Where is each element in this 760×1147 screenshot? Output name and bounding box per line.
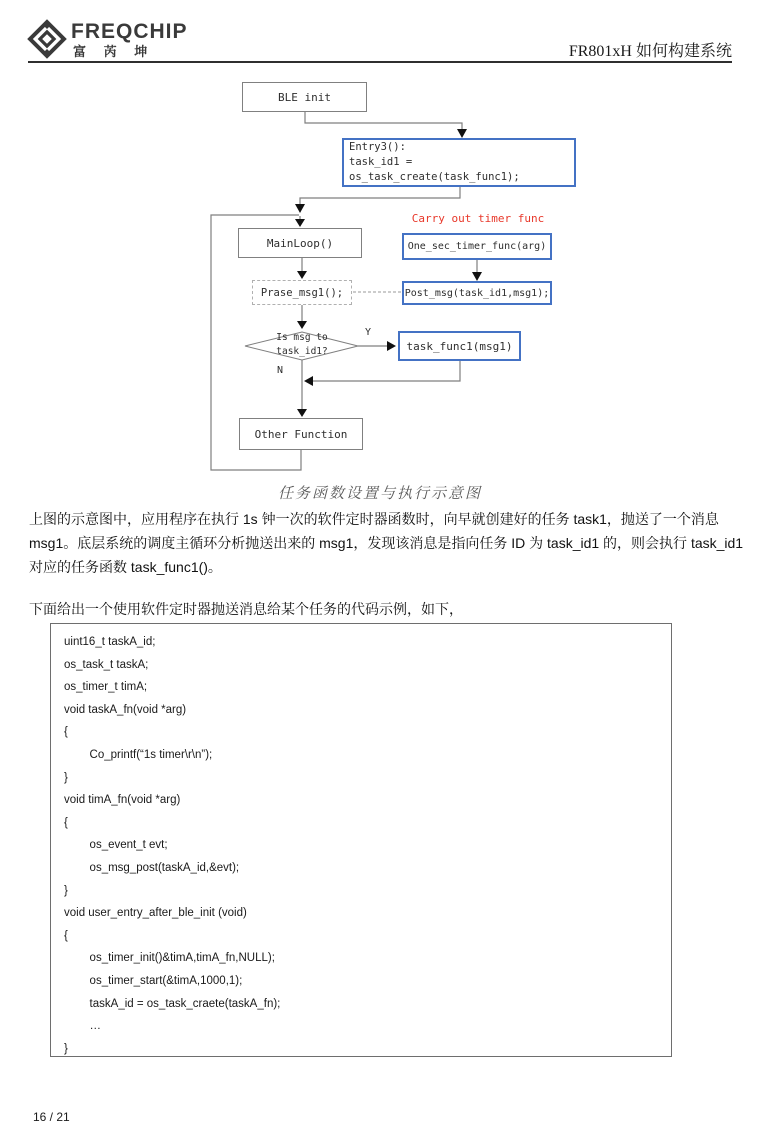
code-line: os_timer_start(&timA,1000,1); <box>64 974 243 987</box>
figure-caption: 任务函数设置与执行示意图 <box>277 486 482 502</box>
branch-label-yes: Y <box>365 327 372 338</box>
flow-node-ble-init <box>242 82 367 112</box>
timer-annotation: Carry out timer func <box>411 212 545 225</box>
code-line: os_msg_post(taskA_id,&evt); <box>64 861 240 874</box>
code-line: Co_printf(“1s timer\r\n”); <box>64 748 213 761</box>
paragraph-line: 上图的示意图中，应用程序在执行 1s 钟一次的软件定时器函数时，向早就创建好的任务 task1，抛送了一个消息 <box>29 511 719 527</box>
flow-node-label: Entry3(): <box>349 141 406 153</box>
flow-node-task-func <box>398 331 521 361</box>
flow-node-prase-msg <box>252 280 352 305</box>
code-line: uint16_t taskA_id; <box>64 636 156 648</box>
flow-node-label: task_func1(msg1) <box>406 339 513 353</box>
flow-node-entry3 <box>342 138 576 187</box>
flow-node-label: task_id1 = os_task_create(task_func1); <box>349 156 520 183</box>
code-line: os_timer_init()&timA,timA_fn,NULL); <box>64 952 275 965</box>
flow-node-label: Prase_msg1(); <box>260 286 344 299</box>
flow-decision-text <box>258 331 346 359</box>
code-line: void user_entry_after_ble_init (void) <box>64 907 247 920</box>
flow-node-post-msg <box>402 281 552 305</box>
flowchart-connectors <box>0 0 760 500</box>
code-line: } <box>64 771 68 784</box>
code-line: … <box>64 1020 102 1033</box>
paragraph-1 <box>29 507 744 579</box>
flow-node-label: Post_msg(task_id1,msg1); <box>404 287 550 299</box>
paragraph-line: msg1。底层系统的调度主循环分析抛送出来的 msg1，发现该消息是指向任务 ID 为 task_id1 的，则会执行 task_id1 <box>29 535 744 551</box>
code-line: } <box>64 1042 68 1055</box>
paragraph-line: 对应的任务函数 task_func1()。 <box>29 559 222 575</box>
code-line: taskA_id = os_task_craete(taskA_fn); <box>64 997 281 1010</box>
paragraph-2 <box>29 597 734 621</box>
code-line: { <box>64 816 68 829</box>
flow-node-label: MainLoop() <box>266 236 334 250</box>
page-number: 16 / 21 <box>33 1110 70 1124</box>
code-line: os_timer_t timA; <box>64 681 148 694</box>
code-line: void taskA_fn(void *arg) <box>64 703 187 716</box>
flow-node-other-function <box>239 418 363 450</box>
code-line: os_task_t taskA; <box>64 658 149 671</box>
flow-node-label: Is msg to <box>276 332 328 343</box>
code-line: os_event_t evt; <box>64 839 168 852</box>
flow-node-label: BLE init <box>278 90 331 104</box>
code-line: void timA_fn(void *arg) <box>64 794 181 807</box>
code-block <box>51 624 671 1060</box>
paragraph-line: 下面给出一个使用软件定时器抛送消息给某个任务的代码示例，如下， <box>29 601 463 617</box>
code-line: } <box>64 884 68 897</box>
document-title: FR801xH 如何构建系统 <box>568 43 732 60</box>
flow-node-mainloop <box>238 228 362 258</box>
brand-name-chinese: 富 芮 坤 <box>73 44 155 59</box>
code-example-box <box>50 623 672 1057</box>
code-line: { <box>64 726 68 739</box>
brand-name: FREQCHIP <box>71 20 188 43</box>
flow-node-one-sec-timer <box>402 233 552 260</box>
code-line: { <box>64 929 68 942</box>
flow-node-label: One_sec_timer_func(arg) <box>407 241 547 252</box>
flow-node-label: Other Function <box>254 427 348 441</box>
flow-node-label: task_id1? <box>276 346 328 357</box>
branch-label-no: N <box>277 365 284 376</box>
